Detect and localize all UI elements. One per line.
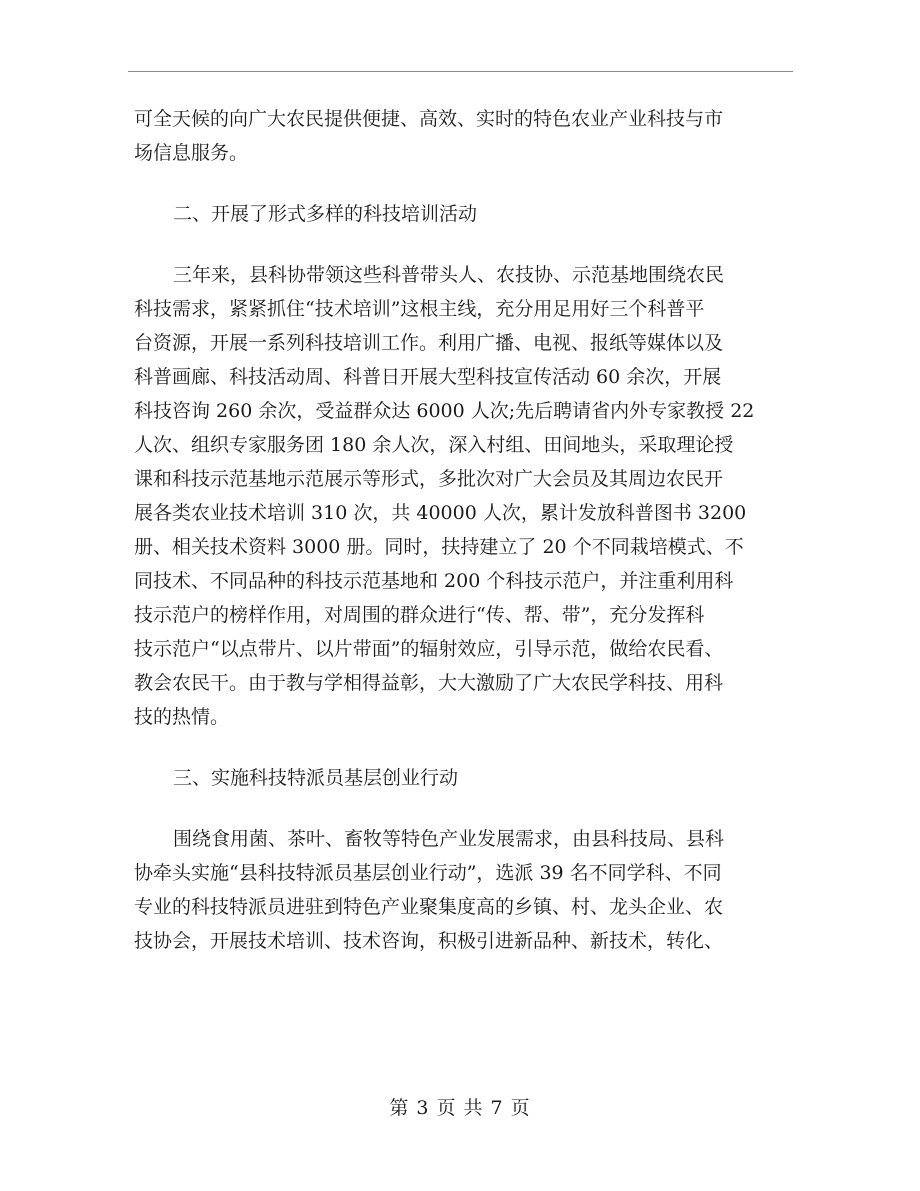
text-line: 课和科技示范基地示范展示等形式，多批次对广大会员及其周边农民开: [134, 468, 724, 490]
text-line: 科技需求，紧紧抓住“技术培训”这根主线，充分用足用好三个科普平: [134, 298, 705, 320]
text-line: 场信息服务。: [134, 142, 249, 164]
document-body: [134, 102, 798, 958]
text-line: 科技咨询 260 余次，受益群众达 6000 人次;先后聘请省内外专家教授 22: [134, 400, 755, 422]
text-line: 人次、组织专家服务团 180 余人次，深入村组、田间地头，采取理论授: [134, 434, 734, 456]
text-line: 专业的科技特派员进驻到特色产业聚集度高的乡镇、村、龙头企业、农: [134, 896, 724, 918]
section-heading: 三、实施科技特派员基层创业行动: [173, 767, 459, 789]
text-line: 技示范户“以点带片、以片带面”的辐射效应，引导示范，做给农民看、: [134, 638, 724, 660]
header-rule: [128, 71, 793, 72]
text-line: 册、相关技术资料 3000 册。同时，扶持建立了 20 个不同栽培模式、不: [134, 536, 744, 558]
text-line: 科普画廊、科技活动周、科普日开展大型科技宣传活动 60 余次，开展: [134, 366, 722, 388]
paragraph-gap: [134, 734, 798, 761]
text-line: 展各类农业技术培训 310 次，共 40000 人次，累计发放科普图书 3200: [134, 502, 747, 524]
page-number-footer: 第 3 页 共 7 页: [389, 1097, 531, 1119]
paragraph-gap: [134, 795, 798, 822]
text-line: 围绕食用菌、茶叶、畜牧等特色产业发展需求，由县科技局、县科: [173, 828, 725, 850]
text-line: 协牵头实施“县科技特派员基层创业行动”，选派 39 名不同学科、不同: [134, 862, 722, 884]
paragraph-gap: [134, 170, 798, 197]
text-line: 技示范户的榜样作用，对周围的群众进行“传、帮、带”，充分发挥科: [134, 604, 705, 626]
text-line: 教会农民干。由于教与学相得益彰，大大激励了广大农民学科技、用科: [134, 672, 724, 694]
text-line: 三年来，县科协带领这些科普带头人、农技协、示范基地围绕农民: [173, 264, 725, 286]
text-line: 台资源，开展一系列科技培训工作。利用广播、电视、报纸等媒体以及: [134, 332, 724, 354]
section-heading: 二、开展了形式多样的科技培训活动: [173, 203, 478, 225]
text-line: 技的热情。: [134, 706, 230, 728]
text-line: 可全天候的向广大农民提供便捷、高效、实时的特色农业产业科技与市: [134, 108, 724, 130]
text-line: 同技术、不同品种的科技示范基地和 200 个科技示范户，并注重利用科: [134, 570, 734, 592]
paragraph-gap: [134, 231, 798, 258]
text-line: 技协会，开展技术培训、技术咨询，积极引进新品种、新技术，转化、: [134, 930, 724, 952]
